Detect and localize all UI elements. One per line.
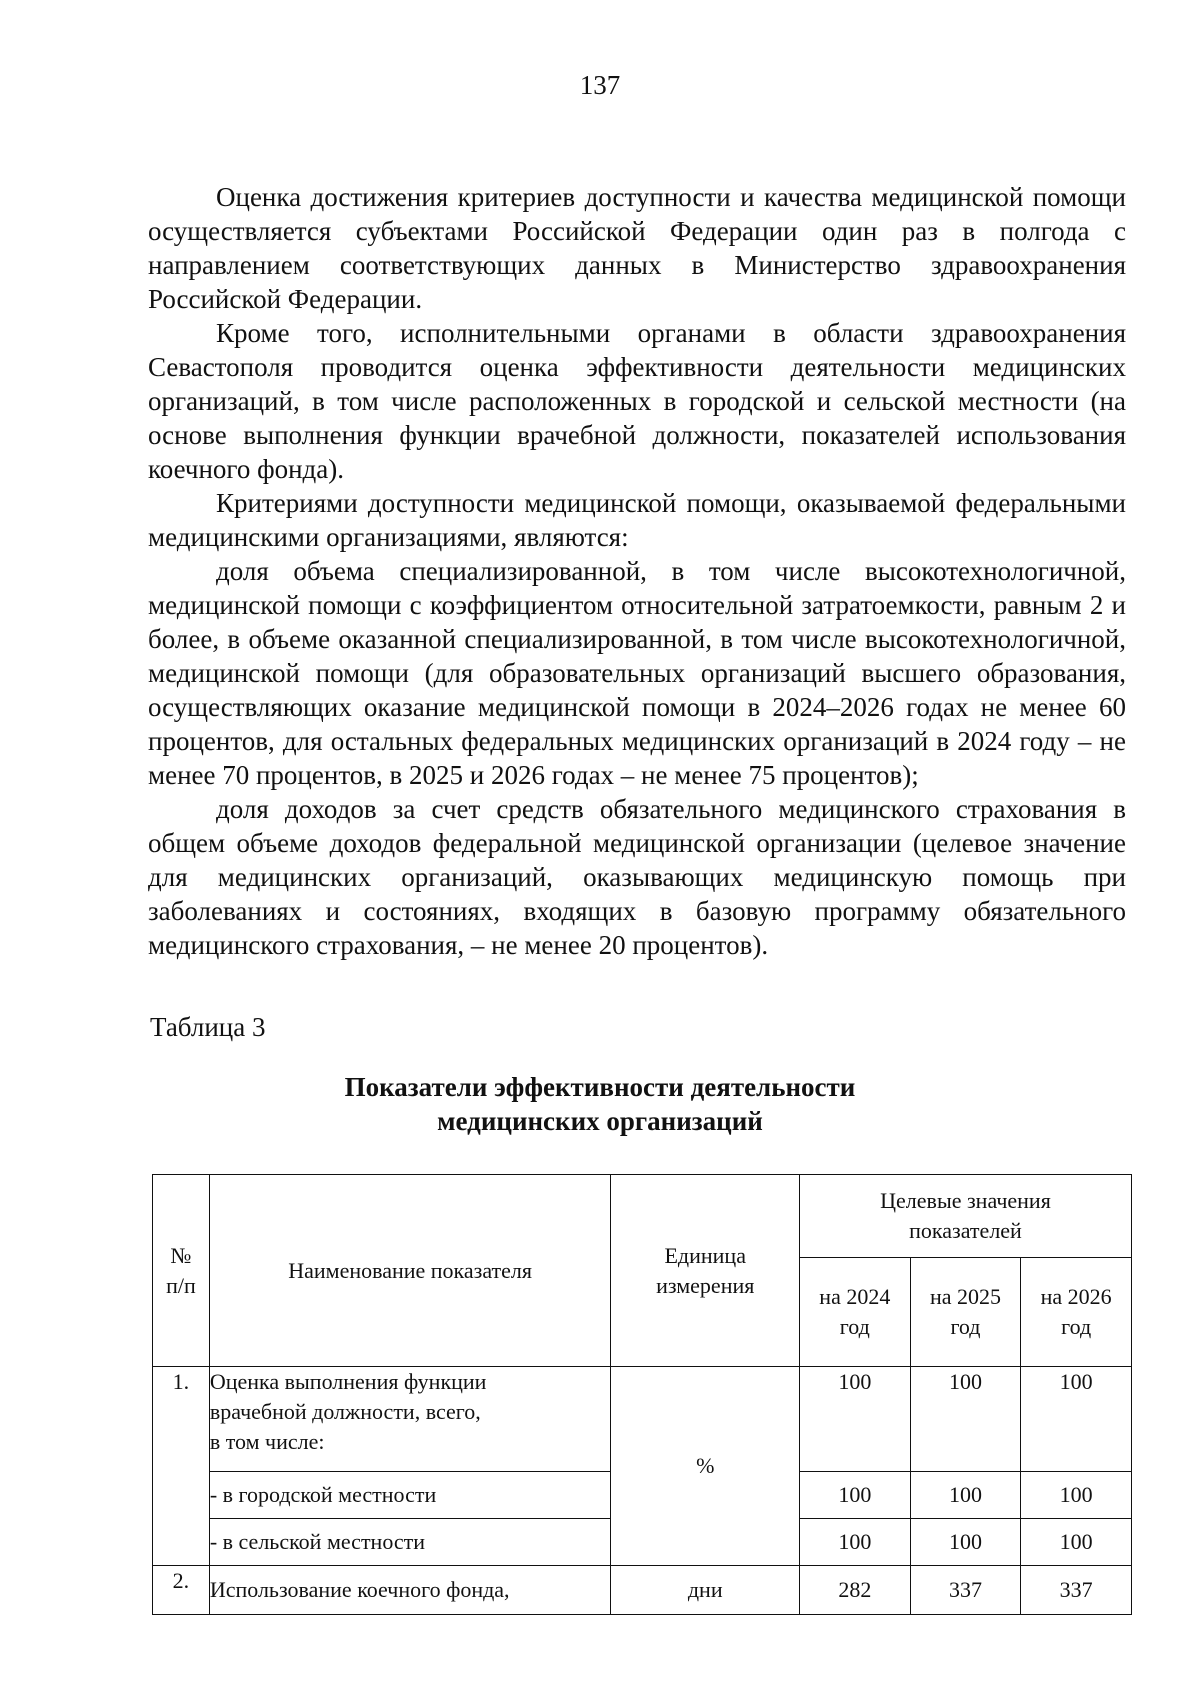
table-header-row xyxy=(153,1175,1132,1258)
header-number: № п/п xyxy=(153,1175,210,1367)
row-number: 2. xyxy=(153,1566,210,1615)
header-indicator-name: Наименование показателя xyxy=(209,1175,611,1367)
paragraph: Оценка достижения критериев доступности и качества медицинской помощи осуществляется субъектами Российской Федерации один раз в полгода с направлением соответствующих данных в Министерство здравоохранения Российской Федерации. xyxy=(148,182,1126,314)
row-value-2025: 100 xyxy=(910,1519,1021,1566)
header-unit: Единица измерения xyxy=(611,1175,800,1367)
paragraph: Кроме того, исполнительными органами в области здравоохранения Севастополя проводится оценка эффективности деятельности медицинских организаций, в том числе расположенных в городской и сельской местности (на основе выполнения функции врачебной должности, показателей использования коечного фонда). xyxy=(148,318,1126,484)
paragraph: Критериями доступности медицинской помощи, оказываемой федеральными медицинскими организациями, являются: xyxy=(148,488,1126,552)
row-value-2026: 100 xyxy=(1021,1519,1132,1566)
table-title xyxy=(0,1070,1200,1138)
body-text xyxy=(148,180,1126,962)
indicators-table xyxy=(152,1174,1132,1615)
row-value-2026: 100 xyxy=(1021,1472,1132,1519)
table-row xyxy=(153,1566,1132,1615)
row-value-2025: 100 xyxy=(910,1472,1021,1519)
table-row xyxy=(153,1367,1132,1472)
row-unit: % xyxy=(611,1367,800,1566)
row-value-2026: 337 xyxy=(1021,1566,1132,1615)
row-value-2025: 100 xyxy=(910,1367,1021,1472)
header-year-2024: на 2024 год xyxy=(800,1258,911,1367)
row-value-2024: 100 xyxy=(800,1472,911,1519)
table-caption: Таблица 3 xyxy=(150,1012,266,1042)
header-year-2025: на 2025 год xyxy=(910,1258,1021,1367)
row-value-2024: 100 xyxy=(800,1519,911,1566)
row-unit: дни xyxy=(611,1566,800,1615)
row-indicator-name: - в сельской местности xyxy=(209,1519,611,1566)
row-value-2026: 100 xyxy=(1021,1367,1132,1472)
row-value-2024: 282 xyxy=(800,1566,911,1615)
row-value-2024: 100 xyxy=(800,1367,911,1472)
row-value-2025: 337 xyxy=(910,1566,1021,1615)
row-indicator-name: Оценка выполнения функции врачебной должности, всего, в том числе: xyxy=(209,1367,611,1472)
paragraph: доля объема специализированной, в том числе высокотехнологичной, медицинской помощи с коэффициентом относительной затратоемкости, равным 2 и более, в объеме оказанной специализированной, в том числе высокотехнологичной, медицинской помощи (для образовательных организаций высшего образования, осуществляющих оказание медицинской помощи в 2024–2026 годах не менее 60 процентов, для остальных федеральных медицинских организаций в 2024 году – не менее 70 процентов, в 2025 и 2026 годах – не менее 75 процентов); xyxy=(148,556,1126,790)
table-title-line: Показатели эффективности деятельности xyxy=(344,1072,856,1102)
row-number: 1. xyxy=(153,1367,210,1566)
paragraph: доля доходов за счет средств обязательного медицинского страхования в общем объеме доходов федеральной медицинской организации (целевое значение для медицинских организаций, оказывающих медицинскую помощь при заболеваниях и состояниях, входящих в базовую программу обязательного медицинского страхования, – не менее 20 процентов). xyxy=(148,794,1126,960)
table-title-line: медицинских организаций xyxy=(437,1106,763,1136)
header-year-2026: на 2026 год xyxy=(1021,1258,1132,1367)
row-indicator-name: Использование коечного фонда, xyxy=(209,1566,611,1615)
page-number: 137 xyxy=(579,70,621,100)
header-target-values: Целевые значения показателей xyxy=(800,1175,1132,1258)
row-indicator-name: - в городской местности xyxy=(209,1472,611,1519)
